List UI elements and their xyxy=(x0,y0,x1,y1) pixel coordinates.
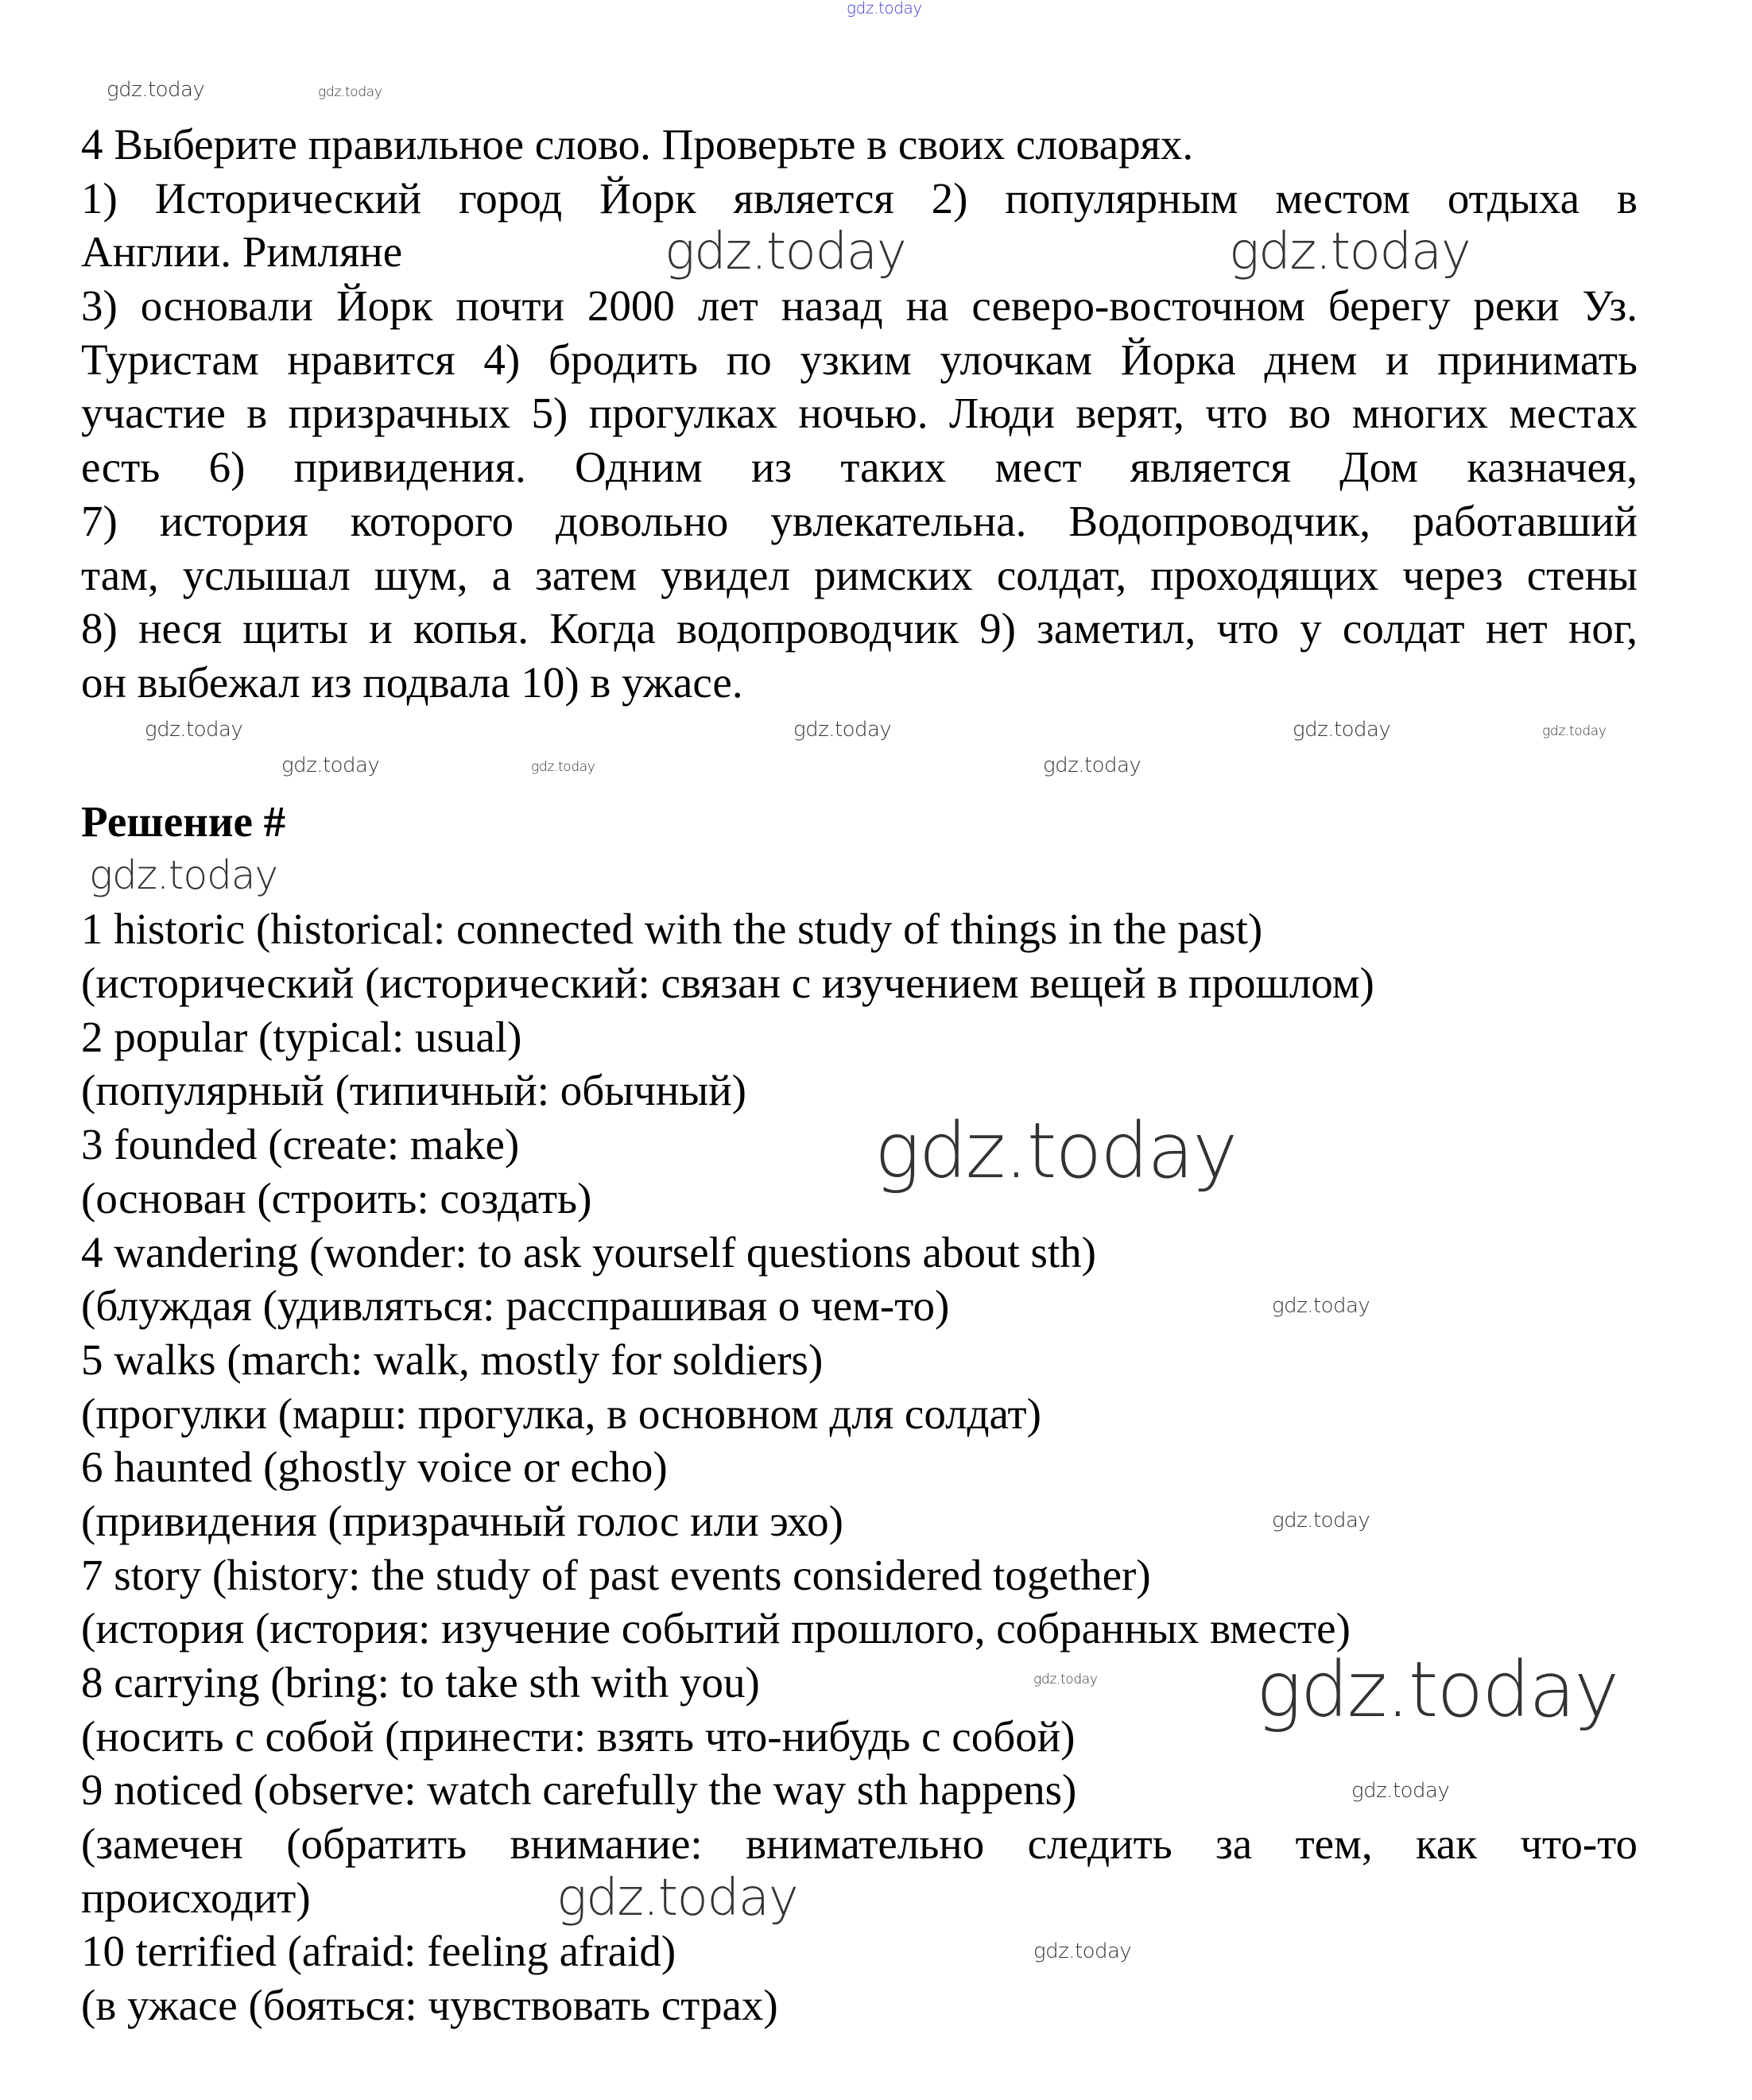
watermark: gdz.today xyxy=(1542,723,1607,739)
watermark: gdz.today xyxy=(1229,223,1471,281)
task-line: он выбежал из подвала 10) в ужасе. xyxy=(81,657,743,707)
solution-line: 4 wandering (wonder: to ask yourself questions about sth) xyxy=(81,1227,1096,1277)
task-line: там, услышал шум, а затем увидел римских солдат, проходящих через стены xyxy=(81,550,1638,599)
task-line: Англии. Римляне xyxy=(81,227,403,277)
task-text xyxy=(81,118,1638,710)
task-line: есть 6) привидения. Одним из таких мест является Дом казначея, xyxy=(81,443,1638,492)
solution-line: 3 founded (create: make) xyxy=(81,1120,520,1169)
watermark: gdz.today xyxy=(1043,754,1142,777)
watermark: gdz.today xyxy=(1272,1509,1370,1532)
solution-line: 7 story (history: the study of past events considered together) xyxy=(81,1550,1151,1599)
solution-line: 8 carrying (bring: to take sth with you) xyxy=(81,1658,760,1707)
solution-line: (популярный (типичный: обычный) xyxy=(81,1066,746,1115)
blank-line xyxy=(81,849,1638,903)
watermark: gdz.today xyxy=(847,0,922,17)
watermark: gdz.today xyxy=(145,718,243,742)
watermark: gdz.today xyxy=(107,78,205,102)
watermark: gdz.today xyxy=(1256,1645,1618,1734)
solution-heading: Решение # xyxy=(81,797,286,846)
solution-line: (блуждая (удивляться: расспрашивая о чем-то) xyxy=(81,1281,950,1331)
task-line: 3) основали Йорк почти 2000 лет назад на северо-восточном берегу реки Уз. xyxy=(81,281,1638,331)
task-line: 1) Исторический город Йорк является 2) популярным местом отдыха в xyxy=(81,173,1638,223)
solution-line: (прогулки (марш: прогулка, в основном для солдат) xyxy=(81,1389,1041,1438)
watermark: gdz.today xyxy=(1272,1294,1370,1318)
watermark: gdz.today xyxy=(1293,718,1391,742)
solution-line: (история (история: изучение событий прошлого, собранных вместе) xyxy=(81,1604,1351,1653)
solution-line: (носить с собой (принести: взять что-нибудь с собой) xyxy=(81,1711,1076,1761)
task-line: 8) неся щиты и копья. Когда водопроводчик 9) заметил, что у солдат нет ног, xyxy=(81,604,1638,653)
watermark: gdz.today xyxy=(1033,1939,1132,1963)
watermark: gdz.today xyxy=(281,754,380,777)
solution-line: происходит) xyxy=(81,1873,311,1922)
solution-line: 5 walks (march: walk, mostly for soldiers) xyxy=(81,1335,824,1384)
solution-line: 1 historic (historical: connected with the study of things in the past) xyxy=(81,905,1263,954)
watermark: gdz.today xyxy=(318,84,382,100)
watermark: gdz.today xyxy=(89,852,278,898)
solution-line: 10 terrified (afraid: feeling afraid) xyxy=(81,1927,676,1976)
watermark: gdz.today xyxy=(531,759,595,775)
watermark: gdz.today xyxy=(665,223,906,281)
solution-line: (исторический (исторический: связан с изучением вещей в прошлом) xyxy=(81,959,1374,1008)
watermark: gdz.today xyxy=(1351,1779,1450,1803)
solution-text xyxy=(81,795,1638,2032)
task-line: участие в призрачных 5) прогулках ночью. Люди верят, что во многих местах xyxy=(81,389,1638,438)
watermark: gdz.today xyxy=(1033,1672,1098,1687)
solution-line: 9 noticed (observe: watch carefully the way sth happens) xyxy=(81,1765,1077,1815)
solution-line: 6 haunted (ghostly voice or echo) xyxy=(81,1443,668,1492)
task-line: Туристам нравится 4) бродить по узким улочкам Йорка днем и принимать xyxy=(81,335,1638,384)
watermark: gdz.today xyxy=(874,1106,1237,1195)
solution-line: (в ужасе (бояться: чувствовать страх) xyxy=(81,1981,778,2030)
solution-line: (основан (строить: создать) xyxy=(81,1173,592,1222)
task-line: 7) история которого довольно увлекательна. Водопроводчик, работавший xyxy=(81,496,1638,545)
watermark: gdz.today xyxy=(556,1869,798,1928)
solution-line: (привидения (призрачный голос или эхо) xyxy=(81,1496,843,1545)
task-title: 4 Выберите правильное слово. Проверьте в своих словарях. xyxy=(81,120,1194,169)
watermark: gdz.today xyxy=(793,718,892,742)
solution-line: 2 popular (typical: usual) xyxy=(81,1012,522,1061)
solution-line: (замечен (обратить внимание: внимательно следить за тем, как что-то xyxy=(81,1819,1638,1869)
